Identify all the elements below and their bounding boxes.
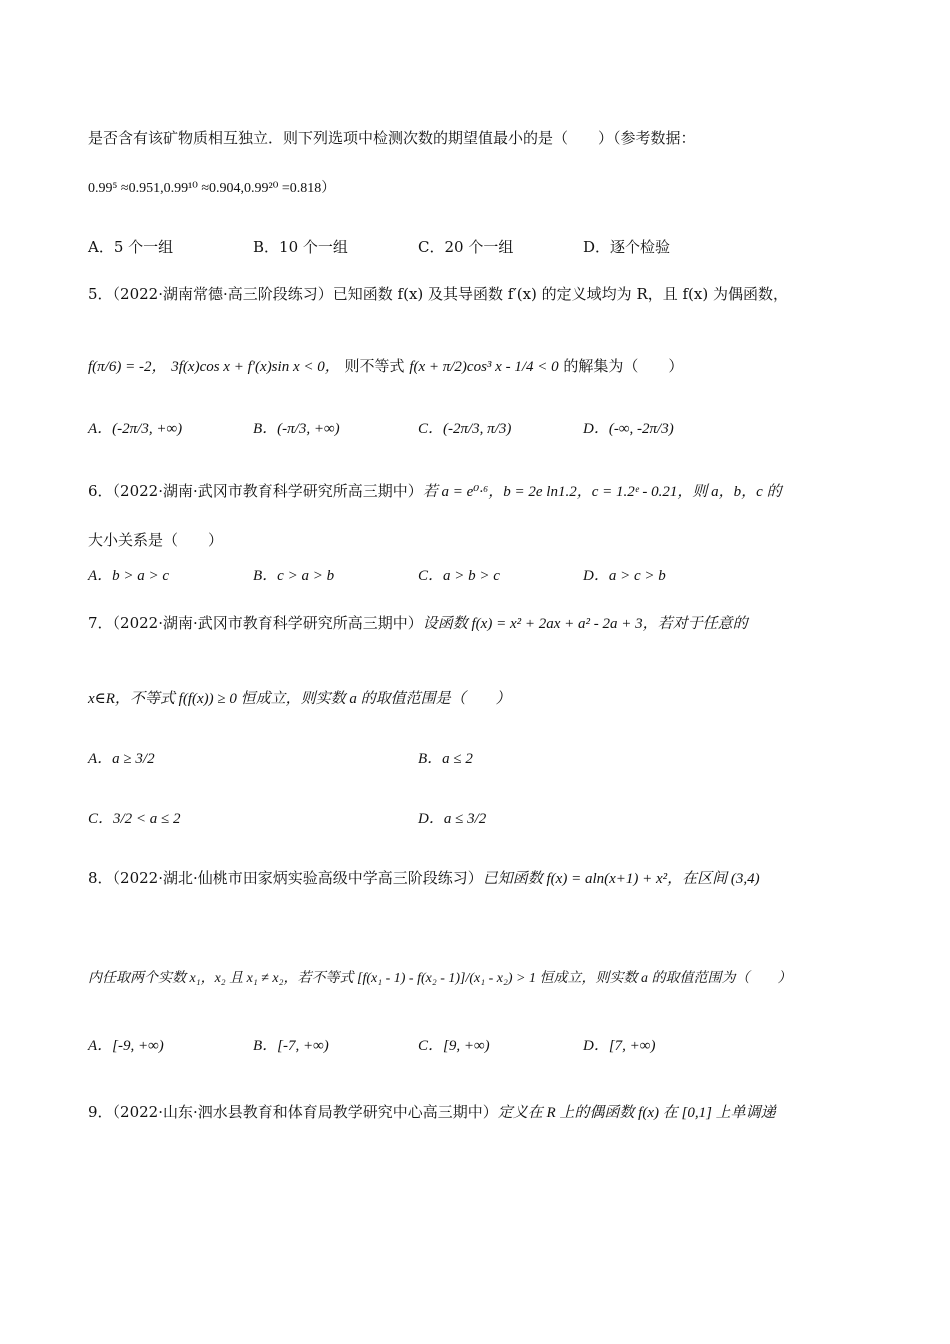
q8-option-a: A．[-9, +∞) (88, 1038, 164, 1054)
q5-stem-line2: f(π/6) = -2， 3f(x)cos x + f′(x)sin x < 0， 则不等式 f(x + π/2)cos³ x - 1/4 < 0 的解集为（ ） (88, 357, 684, 375)
q8-stem-line1: 8．（2022·湖北·仙桃市田家炳实验高级中学高三阶段练习）已知函数 f(x) = aln(x+1) + x²，在区间 (3,4) (88, 869, 760, 887)
q6-option-a: A．b > a > c (88, 568, 170, 584)
q7-option-b: B．a ≤ 2 (418, 751, 473, 767)
q4-reference-data: 0.99⁵ ≈0.951,0.99¹⁰ ≈0.904,0.99²⁰ =0.818） (88, 181, 336, 196)
q5-option-d: D．(-∞, -2π/3) (583, 421, 674, 437)
question-number: 5． (88, 285, 113, 303)
q4-option-b: B．10 个一组 (253, 238, 348, 256)
q5-option-b: B．(-π/3, +∞) (253, 421, 340, 437)
q8-stem-line2: 内任取两个实数 x₁，x₂ 且 x₁ ≠ x₂，若不等式 [f(x₁ - 1) - f(x₂ - 1)]/(x₁ - x₂) > 1 恒成立，则实数 a 的取值范围为（ ） (88, 971, 792, 986)
q6-option-b: B．c > a > b (253, 568, 335, 584)
q5-option-c: C．(-2π/3, π/3) (418, 421, 512, 437)
q8-option-b: B．[-7, +∞) (253, 1038, 329, 1054)
q4-option-a: A．5 个一组 (88, 238, 174, 256)
q7-option-a: A．a ≥ 3/2 (88, 751, 155, 767)
question-source: （2022·湖南·武冈市教育科学研究所高三期中） (112, 482, 423, 500)
q6-stem-line2: 大小关系是（ ） (88, 531, 224, 549)
question-number: 8． (88, 869, 113, 887)
q7-stem-line1: 7．（2022·湖南·武冈市教育科学研究所高三期中）设函数 f(x) = x² + 2ax + a² - 2a + 3，若对于任意的 (88, 614, 748, 632)
q5-stem-line1: 5．（2022·湖南常德·高三阶段练习）已知函数 f(x) 及其导函数 f′(x) 的定义域均为 R，且 f(x) 为偶函数， (88, 285, 788, 303)
q8-option-c: C．[9, +∞) (418, 1038, 490, 1054)
q5-option-a: A．(-2π/3, +∞) (88, 421, 183, 437)
q4-option-c: C．20 个一组 (418, 238, 514, 256)
q7-stem-line2: x∈R，不等式 f(f(x)) ≥ 0 恒成立，则实数 a 的取值范围是（ ） (88, 691, 511, 707)
q7-option-d: D．a ≤ 3/2 (418, 811, 487, 827)
question-number: 7． (88, 614, 113, 632)
question-number: 6． (88, 482, 113, 500)
q6-option-c: C．a > b > c (418, 568, 500, 584)
q4-stem-line: 是否含有该矿物质相互独立．则下列选项中检测次数的期望值最小的是（ ）（参考数据： (88, 129, 696, 147)
question-source: （2022·山东·泗水县教育和体育局教学研究中心高三期中） (112, 1103, 498, 1121)
q8-option-d: D．[7, +∞) (583, 1038, 656, 1054)
question-number: 9． (88, 1103, 113, 1121)
q7-option-c: C．3/2 < a ≤ 2 (88, 811, 181, 827)
q4-option-d: D．逐个检验 (583, 238, 671, 256)
q6-option-d: D．a > c > b (583, 568, 666, 584)
question-source: （2022·湖南·武冈市教育科学研究所高三期中） (112, 614, 423, 632)
question-source: （2022·湖南常德·高三阶段练习） (112, 285, 333, 303)
question-source: （2022·湖北·仙桃市田家炳实验高级中学高三阶段练习） (112, 869, 483, 887)
q9-stem-line1: 9．（2022·山东·泗水县教育和体育局教学研究中心高三期中）定义在 R 上的偶函数 f(x) 在 [0,1] 上单调递 (88, 1103, 776, 1121)
q6-stem-line1: 6．（2022·湖南·武冈市教育科学研究所高三期中）若 a = e⁰·⁶，b = 2e ln1.2，c = 1.2ᵉ - 0.21，则 a，b，c 的 (88, 482, 782, 500)
